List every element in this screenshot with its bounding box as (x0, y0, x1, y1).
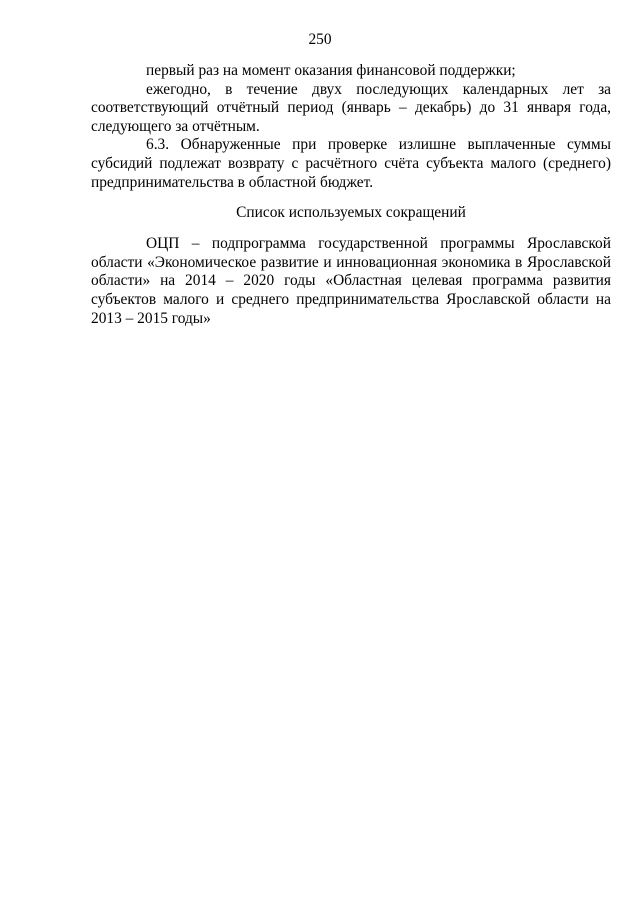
paragraph-6-3: 6.3. Обнаруженные при проверке излишне выплаченные суммы субсидий подлежат возврату с расчётного счёта субъекта малого (среднего) предпринимательства в областной бюджет. (91, 136, 611, 191)
abbreviations-heading: Список используемых сокращений (236, 204, 466, 222)
paragraph-first-time: первый раз на момент оказания финансовой поддержки; (146, 62, 516, 79)
document-body (91, 62, 611, 328)
abbreviation-entry-ocp: ОЦП – подпрограмма государственной программы Ярославской области «Экономическое развитие и инновационная экономика в Ярославской области» на 2014 – 2020 годы «Областная целевая программа развития субъектов малого и среднего предпринимательства Ярославской области на 2013 – 2015 годы» (91, 235, 611, 327)
paragraph-annually: ежегодно, в течение двух последующих календарных лет за соответствующий отчётный период (январь – декабрь) до 31 января года, следующего за отчётным. (91, 80, 611, 135)
page-number: 250 (308, 31, 332, 48)
